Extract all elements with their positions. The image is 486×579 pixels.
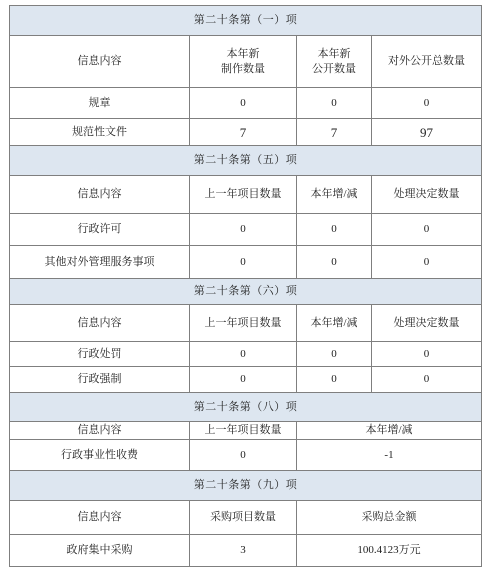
column-header: 处理决定数量 bbox=[372, 305, 482, 342]
section-title: 第二十条第（六）项 bbox=[10, 279, 482, 305]
table-cell: 0 bbox=[372, 88, 482, 119]
table-cell: 97 bbox=[372, 119, 482, 146]
table-cell: 0 bbox=[372, 367, 482, 393]
column-header: 上一年项目数量 bbox=[190, 422, 297, 440]
column-header: 信息内容 bbox=[10, 305, 190, 342]
table-row bbox=[10, 214, 482, 246]
table-row bbox=[10, 440, 482, 471]
section-title: 第二十条第（八）项 bbox=[10, 393, 482, 422]
row-label: 行政事业性收费 bbox=[10, 440, 190, 471]
column-header-line: 公开数量 bbox=[312, 62, 356, 75]
column-header-line: 本年新 bbox=[317, 47, 351, 60]
column-header: 信息内容 bbox=[10, 501, 190, 535]
table-cell: 0 bbox=[297, 367, 372, 393]
section-header-row bbox=[10, 393, 482, 422]
column-header: 采购项目数量 bbox=[190, 501, 297, 535]
gov-info-disclosure-table bbox=[9, 5, 482, 567]
table-cell: 0 bbox=[190, 214, 297, 246]
column-header: 本年增/减 bbox=[297, 422, 482, 440]
table-row bbox=[10, 535, 482, 567]
column-header: 上一年项目数量 bbox=[190, 176, 297, 214]
table-cell: 0 bbox=[190, 342, 297, 367]
section-header-row bbox=[10, 6, 482, 36]
table-cell: 7 bbox=[190, 119, 297, 146]
column-header-row bbox=[10, 176, 482, 214]
column-header: 信息内容 bbox=[10, 422, 190, 440]
table-cell: -1 bbox=[297, 440, 482, 471]
table-cell: 100.4123万元 bbox=[297, 535, 482, 567]
column-header-row bbox=[10, 36, 482, 88]
row-label: 规章 bbox=[10, 88, 190, 119]
row-label: 其他对外管理服务事项 bbox=[10, 246, 190, 279]
column-header: 处理决定数量 bbox=[372, 176, 482, 214]
table-cell: 0 bbox=[190, 246, 297, 279]
table-cell: 0 bbox=[190, 440, 297, 471]
table-row bbox=[10, 88, 482, 119]
column-header-row bbox=[10, 501, 482, 535]
table-cell: 0 bbox=[297, 214, 372, 246]
section-header-row bbox=[10, 471, 482, 501]
section-title: 第二十条第（九）项 bbox=[10, 471, 482, 501]
section-title: 第二十条第（一）项 bbox=[10, 6, 482, 36]
column-header: 信息内容 bbox=[10, 36, 190, 88]
column-header: 采购总金额 bbox=[297, 501, 482, 535]
table-cell: 3 bbox=[190, 535, 297, 567]
row-label: 行政处罚 bbox=[10, 342, 190, 367]
table-cell: 0 bbox=[372, 246, 482, 279]
table-row bbox=[10, 246, 482, 279]
table-cell: 0 bbox=[190, 367, 297, 393]
column-header: 本年增/减 bbox=[297, 305, 372, 342]
column-header-row bbox=[10, 422, 482, 440]
column-header-line: 本年新 bbox=[226, 47, 260, 60]
row-label: 行政强制 bbox=[10, 367, 190, 393]
table-cell: 0 bbox=[297, 342, 372, 367]
table-cell: 0 bbox=[190, 88, 297, 119]
column-header: 上一年项目数量 bbox=[190, 305, 297, 342]
column-header: 信息内容 bbox=[10, 176, 190, 214]
table-row bbox=[10, 119, 482, 146]
table-row bbox=[10, 342, 482, 367]
column-header bbox=[297, 36, 372, 88]
table-row bbox=[10, 367, 482, 393]
table-cell: 0 bbox=[372, 342, 482, 367]
table-cell: 0 bbox=[297, 88, 372, 119]
column-header-row bbox=[10, 305, 482, 342]
table-cell: 0 bbox=[372, 214, 482, 246]
section-header-row bbox=[10, 279, 482, 305]
section-header-row bbox=[10, 146, 482, 176]
row-label: 规范性文件 bbox=[10, 119, 190, 146]
column-header: 本年增/减 bbox=[297, 176, 372, 214]
row-label: 政府集中采购 bbox=[10, 535, 190, 567]
row-label: 行政许可 bbox=[10, 214, 190, 246]
table-cell: 7 bbox=[297, 119, 372, 146]
column-header-line: 制作数量 bbox=[221, 62, 265, 75]
column-header bbox=[190, 36, 297, 88]
column-header: 对外公开总数量 bbox=[372, 36, 482, 88]
table-cell: 0 bbox=[297, 246, 372, 279]
section-title: 第二十条第（五）项 bbox=[10, 146, 482, 176]
